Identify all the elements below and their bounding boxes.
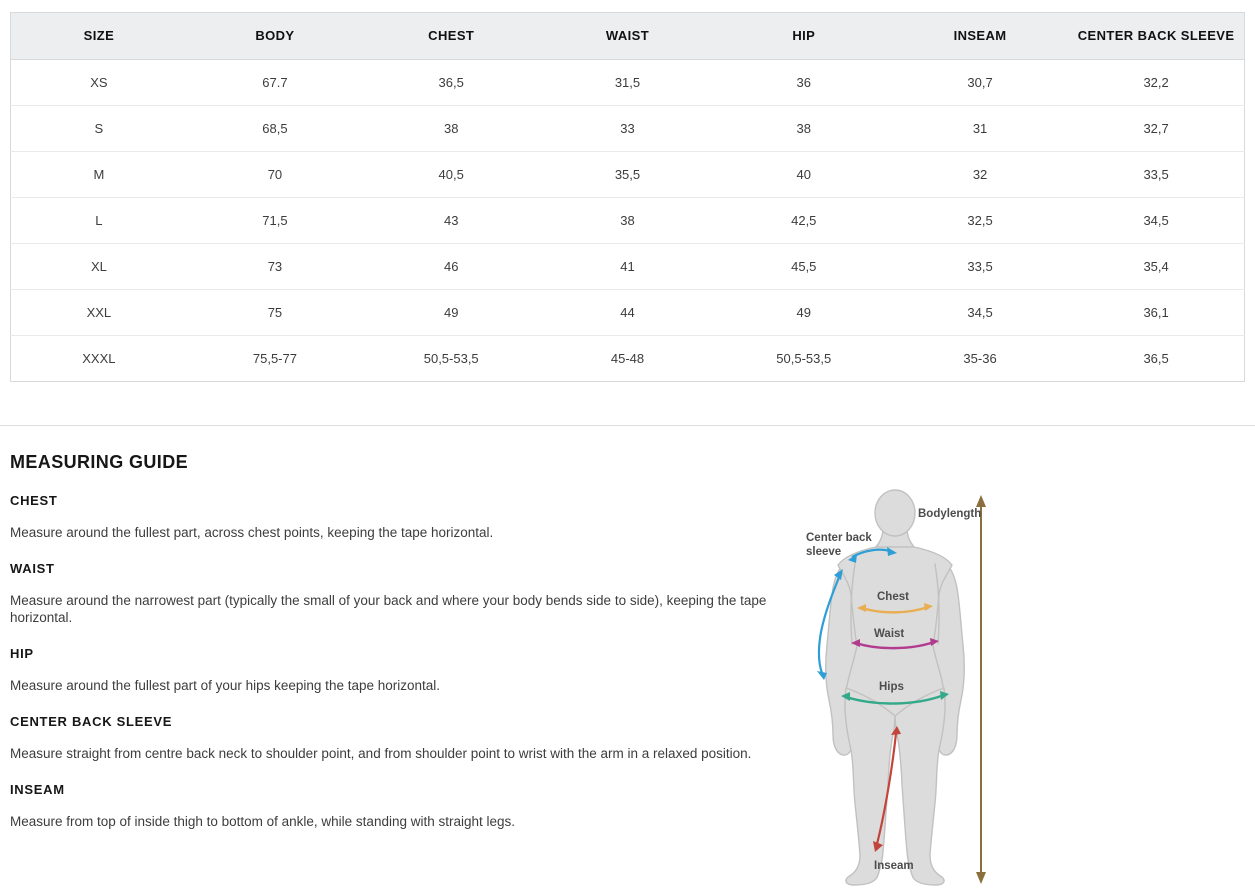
cell-body: 70 — [187, 152, 363, 198]
center-back-sleeve-label-line2: sleeve — [806, 546, 842, 558]
cell-hip: 45,5 — [716, 244, 892, 290]
cell-hip: 36 — [716, 60, 892, 106]
cell-size: L — [11, 198, 187, 244]
center-back-sleeve-label-line1: Center back — [806, 532, 872, 544]
column-header-hip: HIP — [716, 13, 892, 60]
column-header-chest: CHEST — [363, 13, 539, 60]
cell-waist: 45-48 — [539, 336, 715, 382]
cell-center-back-sleeve: 36,5 — [1068, 336, 1244, 382]
cell-center-back-sleeve: 34,5 — [1068, 198, 1244, 244]
cell-inseam: 30,7 — [892, 60, 1068, 106]
cell-inseam: 32,5 — [892, 198, 1068, 244]
cell-chest: 40,5 — [363, 152, 539, 198]
cell-inseam: 31 — [892, 106, 1068, 152]
size-chart-table-container — [10, 12, 1245, 382]
measuring-figure-illustration — [788, 484, 1010, 891]
right-leg-shape — [895, 688, 945, 885]
column-header-body: BODY — [187, 13, 363, 60]
guide-section-inseam — [10, 782, 1255, 830]
cell-hip: 49 — [716, 290, 892, 336]
cell-hip: 50,5-53,5 — [716, 336, 892, 382]
chest-label: Chest — [877, 591, 909, 603]
cell-body: 73 — [187, 244, 363, 290]
guide-text-center-back-sleeve: Measure straight from centre back neck to shoulder point, and from shoulder point to wrist with the arm in a relaxed position. — [10, 746, 752, 761]
section-divider — [0, 425, 1255, 426]
guide-text-chest: Measure around the fullest part, across chest points, keeping the tape horizontal. — [10, 525, 494, 540]
guide-heading-center-back-sleeve: CENTER BACK SLEEVE — [10, 714, 173, 729]
table-row-s — [11, 106, 1245, 152]
cell-body: 68,5 — [187, 106, 363, 152]
cell-center-back-sleeve: 36,1 — [1068, 290, 1244, 336]
measuring-figure — [788, 484, 1010, 891]
cell-waist: 41 — [539, 244, 715, 290]
cell-hip: 38 — [716, 106, 892, 152]
cell-inseam: 34,5 — [892, 290, 1068, 336]
cell-center-back-sleeve: 32,7 — [1068, 106, 1244, 152]
cell-hip: 42,5 — [716, 198, 892, 244]
guide-heading-inseam: INSEAM — [10, 782, 65, 797]
guide-text-inseam: Measure from top of inside thigh to bottom of ankle, while standing with straight legs. — [10, 814, 516, 829]
table-row-m — [11, 152, 1245, 198]
size-chart-table — [10, 12, 1245, 382]
column-header-inseam: INSEAM — [892, 13, 1068, 60]
cell-chest: 43 — [363, 198, 539, 244]
bodylength-arrow — [976, 495, 986, 884]
table-row-xl — [11, 244, 1245, 290]
cell-hip: 40 — [716, 152, 892, 198]
cell-body: 75 — [187, 290, 363, 336]
column-header-waist: WAIST — [539, 13, 715, 60]
cell-waist: 33 — [539, 106, 715, 152]
table-row-xxxl — [11, 336, 1245, 382]
cell-body: 71,5 — [187, 198, 363, 244]
size-chart-header-row — [11, 13, 1245, 60]
cell-size: XXXL — [11, 336, 187, 382]
inseam-label: Inseam — [874, 860, 914, 872]
guide-heading-chest: CHEST — [10, 493, 58, 508]
guide-text-waist: Measure around the narrowest part (typically the small of your back and where your body bends side to side), keeping the tape horizontal. — [10, 593, 767, 625]
cell-center-back-sleeve: 35,4 — [1068, 244, 1244, 290]
hips-label: Hips — [879, 681, 904, 693]
cell-size: M — [11, 152, 187, 198]
cell-waist: 38 — [539, 198, 715, 244]
cell-waist: 44 — [539, 290, 715, 336]
head-shape — [875, 490, 915, 536]
cell-chest: 36,5 — [363, 60, 539, 106]
cell-chest: 46 — [363, 244, 539, 290]
measuring-guide-title: MEASURING GUIDE — [10, 452, 189, 472]
guide-section-center-back-sleeve — [10, 714, 1255, 762]
cell-waist: 35,5 — [539, 152, 715, 198]
cell-size: XL — [11, 244, 187, 290]
cell-inseam: 35-36 — [892, 336, 1068, 382]
guide-section-hip — [10, 646, 1255, 694]
guide-section-waist — [10, 561, 1255, 626]
bodylength-label: Bodylength — [918, 508, 982, 520]
waist-label: Waist — [874, 628, 905, 640]
table-row-xs — [11, 60, 1245, 106]
column-header-size: SIZE — [11, 13, 187, 60]
guide-heading-hip: HIP — [10, 646, 34, 661]
cell-center-back-sleeve: 33,5 — [1068, 152, 1244, 198]
cell-chest: 50,5-53,5 — [363, 336, 539, 382]
column-header-center-back-sleeve: CENTER BACK SLEEVE — [1068, 13, 1244, 60]
cell-size: XXL — [11, 290, 187, 336]
cell-size: XS — [11, 60, 187, 106]
table-row-l — [11, 198, 1245, 244]
guide-section-chest — [10, 493, 1255, 541]
guide-text-hip: Measure around the fullest part of your hips keeping the tape horizontal. — [10, 678, 441, 693]
cell-chest: 49 — [363, 290, 539, 336]
cell-center-back-sleeve: 32,2 — [1068, 60, 1244, 106]
cell-body: 67.7 — [187, 60, 363, 106]
cell-inseam: 32 — [892, 152, 1068, 198]
left-leg-shape — [845, 688, 895, 885]
cell-waist: 31,5 — [539, 60, 715, 106]
guide-heading-waist: WAIST — [10, 561, 55, 576]
cell-size: S — [11, 106, 187, 152]
cell-body: 75,5-77 — [187, 336, 363, 382]
table-row-xxl — [11, 290, 1245, 336]
cell-inseam: 33,5 — [892, 244, 1068, 290]
measuring-guide-section — [10, 452, 1255, 830]
cell-chest: 38 — [363, 106, 539, 152]
